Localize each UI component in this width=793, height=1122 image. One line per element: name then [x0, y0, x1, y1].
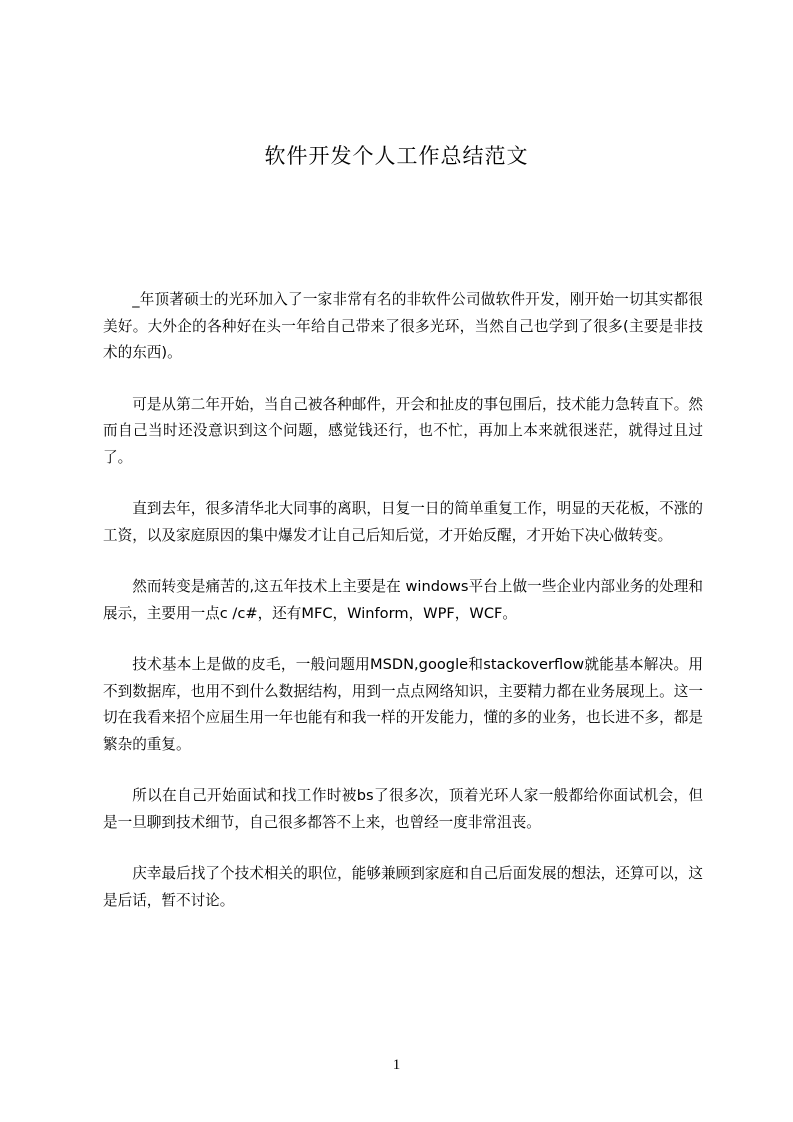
- paragraph-4: 然而转变是痛苦的,这五年技术上主要是在 windows平台上做一些企业内部业务的处理和展示，主要用一点c /c#，还有MFC，Winform，WPF，WCF。: [103, 578, 703, 622]
- paragraph-6: 所以在自己开始面试和找工作时被bs了很多次，顶着光环人家一般都给你面试机会，但是一旦聊到技术细节，自己很多都答不上来，也曾经一度非常沮丧。: [103, 787, 703, 831]
- document-body: [103, 287, 703, 939]
- paragraph-1: _年顶著硕士的光环加入了一家非常有名的非软件公司做软件开发，刚开始一切其实都很美好。大外企的各种好在头一年给自己带来了很多光环，当然自己也学到了很多(主要是非技术的东西)。: [103, 291, 703, 361]
- paragraph-3: 直到去年，很多清华北大同事的离职，日复一日的简单重复工作，明显的天花板，不涨的工资，以及家庭原因的集中爆发才让自己后知后觉，才开始反醒，才开始下决心做转变。: [103, 500, 703, 544]
- paragraph-7: 庆幸最后找了个技术相关的职位，能够兼顾到家庭和自己后面发展的想法，还算可以，这是后话，暂不讨论。: [103, 865, 703, 909]
- document-title: 软件开发个人工作总结范文: [264, 144, 529, 168]
- page-number: 1: [392, 1057, 401, 1073]
- paragraph-5: 技术基本上是做的皮毛，一般问题用MSDN,google和stackoverflow就能基本解决。用不到数据库，也用不到什么数据结构，用到一点点网络知识，主要精力都在业务展现上。这一切在我看来招个应届生用一年也能有和我一样的开发能力，懂的多的业务，也长进不多，都是繁杂的重复。: [103, 656, 703, 753]
- paragraph-2: 可是从第二年开始，当自己被各种邮件，开会和扯皮的事包围后，技术能力急转直下。然而自己当时还没意识到这个问题，感觉钱还行，也不忙，再加上本来就很迷茫，就得过且过了。: [103, 395, 703, 466]
